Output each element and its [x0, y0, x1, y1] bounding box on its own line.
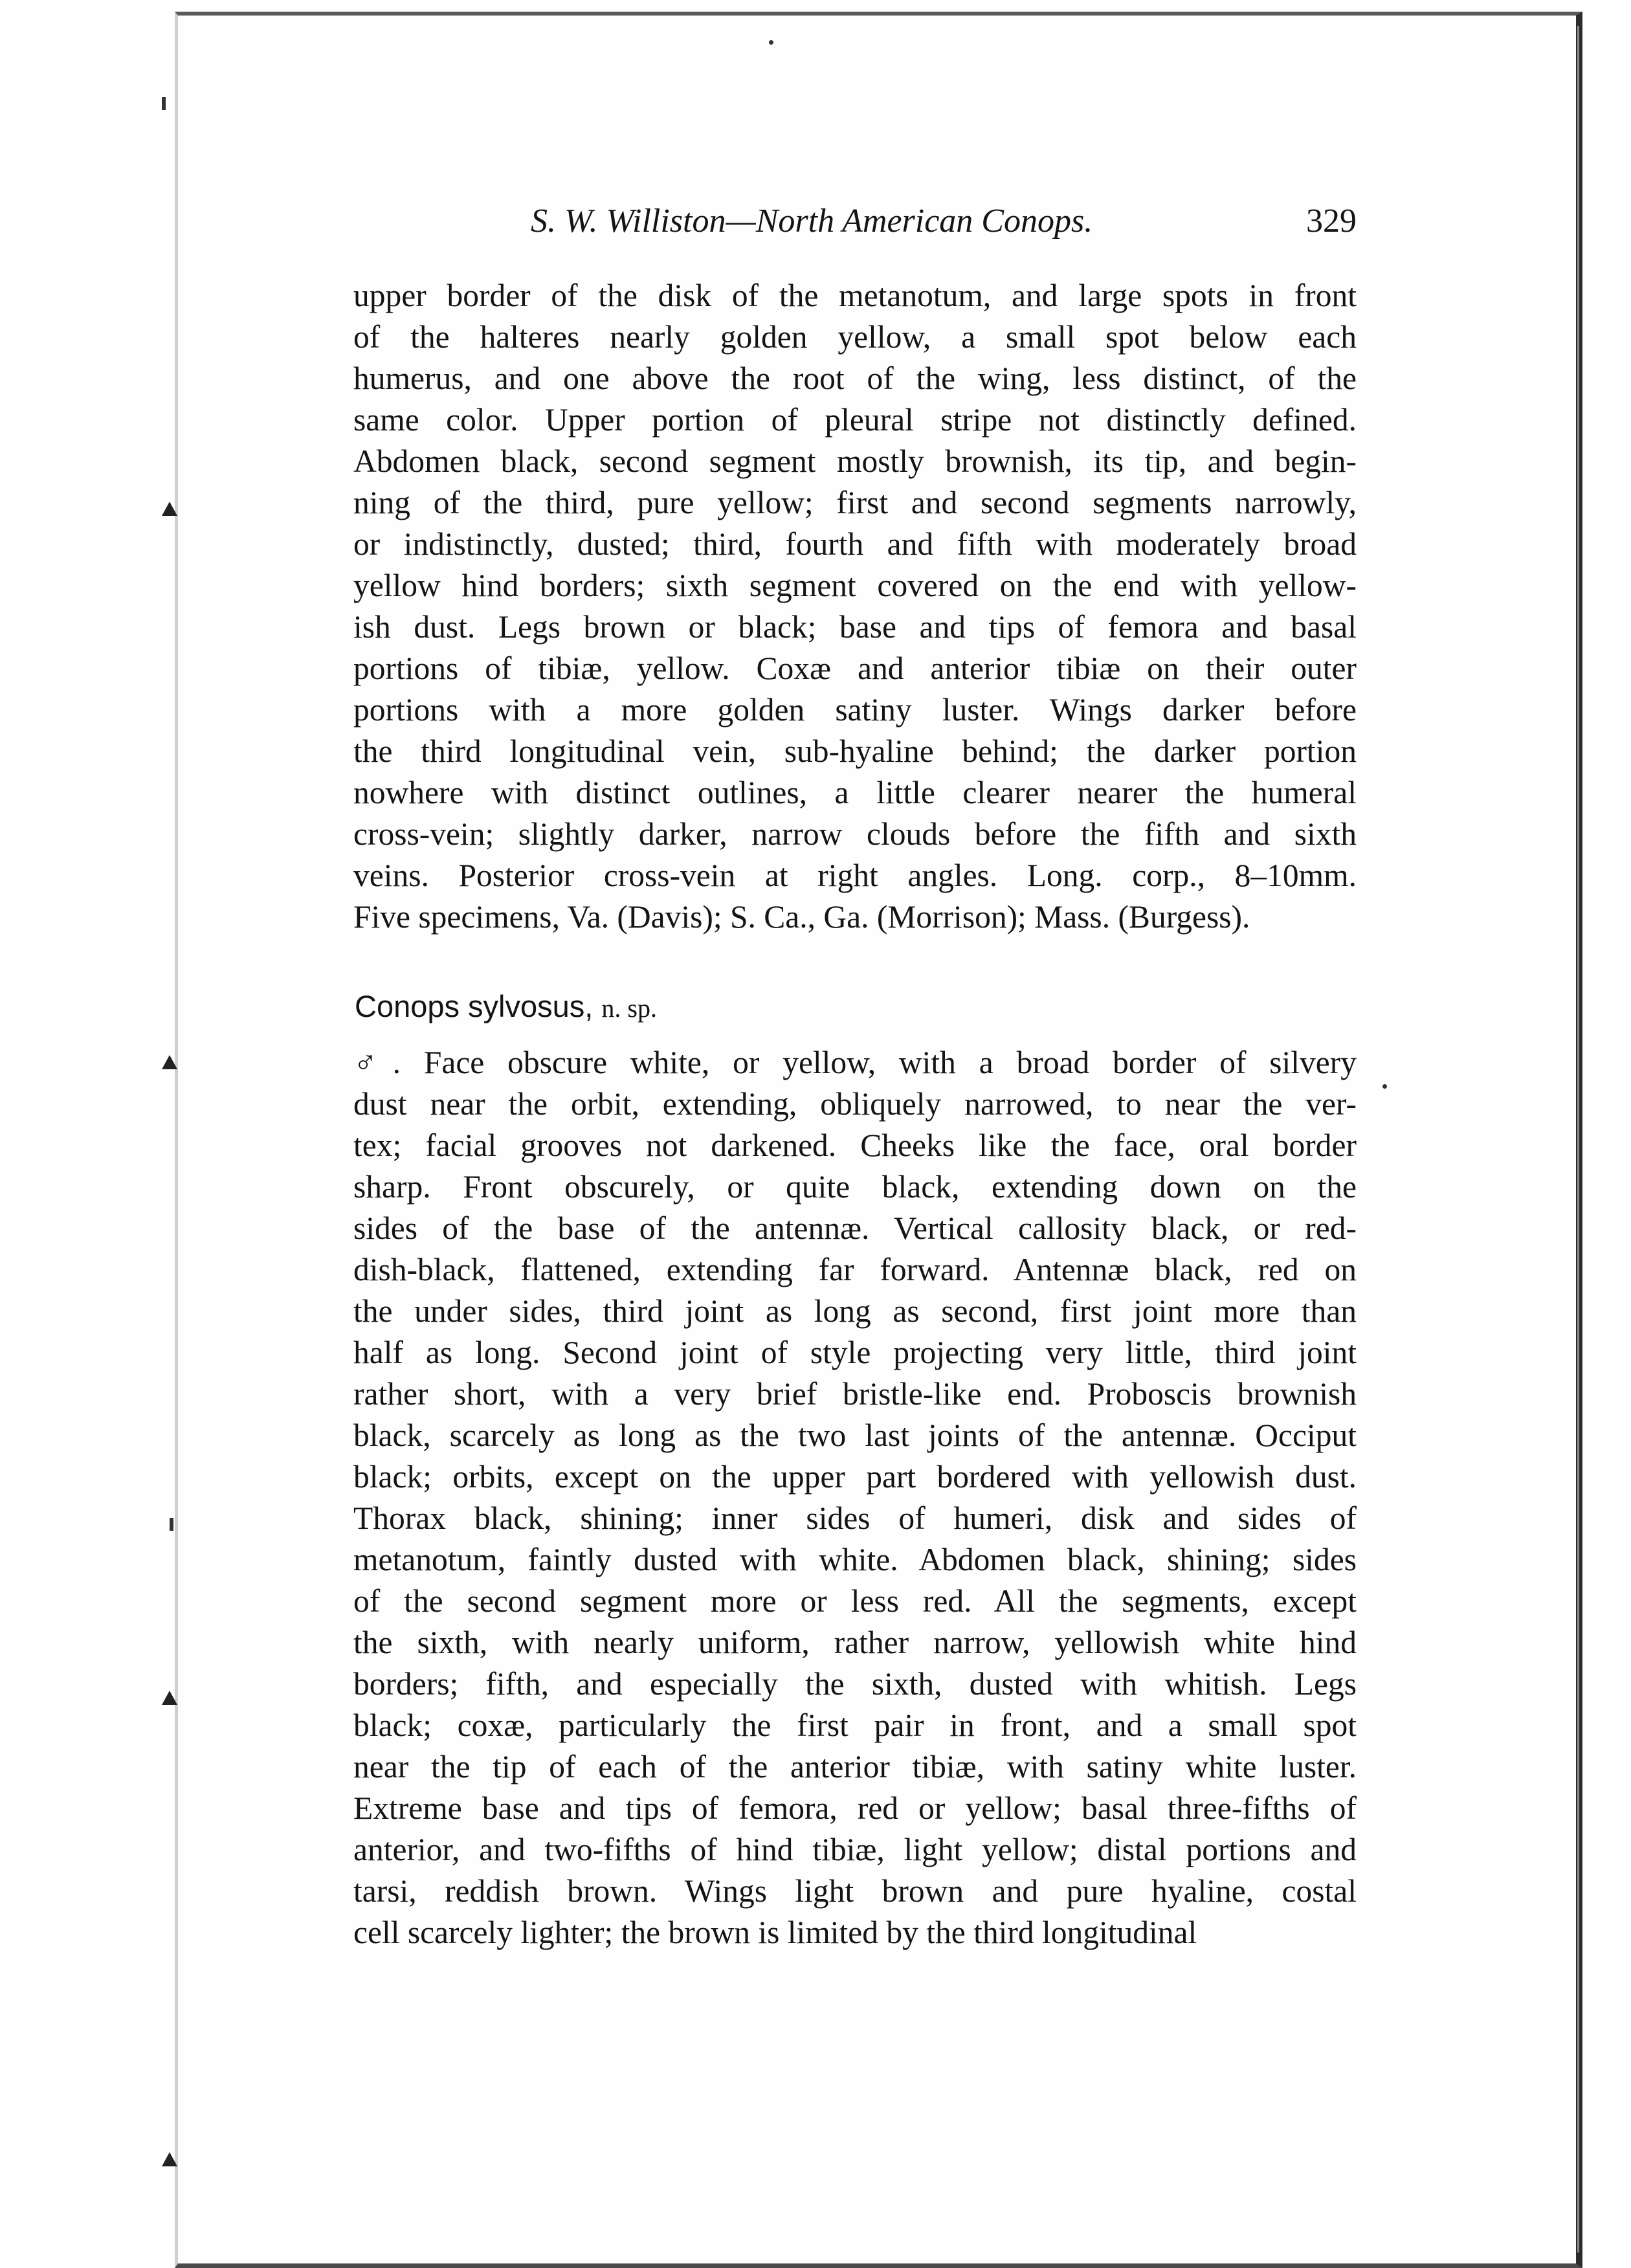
text-line: dish-black, flattened, extending far forward. Antennæ black, red on: [353, 1252, 1357, 1287]
text-line: metanotum, faintly dusted with white. Abdomen black, shining; sides: [353, 1542, 1357, 1577]
margin-dot: [1382, 1084, 1387, 1089]
margin-mark: [162, 2152, 177, 2166]
paragraph-continued: [353, 275, 1357, 938]
margin-mark: [162, 1691, 177, 1705]
new-species-designation: n. sp.: [601, 994, 657, 1023]
text-line: veins. Posterior cross-vein at right angles. Long. corp., 8–10mm.: [353, 858, 1357, 893]
running-header: [531, 195, 1357, 247]
text-line: ish dust. Legs brown or black; base and tips of femora and basal: [353, 609, 1357, 645]
running-title: S. W. Williston—North American Conops.: [531, 203, 1093, 239]
text-line: anterior, and two-fifths of hind tibiæ, light yellow; distal portions and: [353, 1832, 1357, 1867]
text-line: or indistinctly, dusted; third, fourth and fifth with moderately broad: [353, 526, 1357, 562]
text-line: Extreme base and tips of femora, red or yellow; basal three-fifths of: [353, 1790, 1357, 1826]
text-line: borders; fifth, and especially the sixth, dusted with whitish. Legs: [353, 1666, 1357, 1702]
text-line: yellow hind borders; sixth segment covered on the end with yellow-: [353, 568, 1357, 603]
species-heading: [355, 984, 657, 1029]
text-line: ♂. Face obscure white, or yellow, with a broad border of silvery: [353, 1045, 1357, 1080]
text-line: cross-vein; slightly darker, narrow clouds before the fifth and sixth: [353, 816, 1357, 852]
text-line: sharp. Front obscurely, or quite black, extending down on the: [353, 1169, 1357, 1205]
species-name: Conops sylvosus,: [355, 989, 594, 1023]
text-line: tex; facial grooves not darkened. Cheeks like the face, oral border: [353, 1128, 1357, 1163]
margin-mark: [162, 502, 177, 516]
text-line: the sixth, with nearly uniform, rather narrow, yellowish white hind: [353, 1625, 1357, 1660]
text-line: upper border of the disk of the metanotum, and large spots in front: [353, 278, 1357, 313]
text-line: of the second segment more or less red. All the segments, except: [353, 1583, 1357, 1619]
species-description: [353, 1042, 1357, 1953]
margin-mark: [162, 1055, 177, 1069]
text-line: black; orbits, except on the upper part bordered with yellowish dust.: [353, 1459, 1357, 1495]
text-line: of the halteres nearly golden yellow, a small spot below each: [353, 319, 1357, 355]
text-line: dust near the orbit, extending, obliquely narrowed, to near the ver-: [353, 1086, 1357, 1122]
text-line: near the tip of each of the anterior tibiæ, with satiny white luster.: [353, 1749, 1357, 1784]
page-number: 329: [1306, 203, 1357, 239]
page-edge: [1565, 26, 1579, 2252]
text-line: half as long. Second joint of style projecting very little, third joint: [353, 1335, 1357, 1370]
text-line: tarsi, reddish brown. Wings light brown and pure hyaline, costal: [353, 1873, 1357, 1909]
margin-mark: [162, 97, 166, 110]
text-line: the under sides, third joint as long as second, first joint more than: [353, 1293, 1357, 1329]
text-line: black, scarcely as long as the two last joints of the antennæ. Occiput: [353, 1418, 1357, 1453]
text-line: sides of the base of the antennæ. Vertical callosity black, or red-: [353, 1210, 1357, 1246]
text-line: Thorax black, shining; inner sides of humeri, disk and sides of: [353, 1500, 1357, 1536]
text-line: same color. Upper portion of pleural stripe not distinctly defined.: [353, 402, 1357, 438]
text-line: portions of tibiæ, yellow. Coxæ and anterior tibiæ on their outer: [353, 650, 1357, 686]
text-line: humerus, and one above the root of the wing, less distinct, of the: [353, 361, 1357, 396]
text-line: the third longitudinal vein, sub-hyaline behind; the darker portion: [353, 733, 1357, 769]
margin-dot: [769, 40, 773, 45]
text-line: ning of the third, pure yellow; first and second segments narrowly,: [353, 485, 1357, 520]
text-line: Abdomen black, second segment mostly brownish, its tip, and begin-: [353, 443, 1357, 479]
text-line: black; coxæ, particularly the first pair in front, and a small spot: [353, 1707, 1357, 1743]
text-line: portions with a more golden satiny luster. Wings darker before: [353, 692, 1357, 728]
margin-mark: [170, 1518, 173, 1531]
text-line: cell scarcely lighter; the brown is limited by the third longitudinal: [353, 1915, 1197, 1950]
text-line: nowhere with distinct outlines, a little clearer nearer the humeral: [353, 775, 1357, 810]
text-line: Five specimens, Va. (Davis); S. Ca., Ga. (Morrison); Mass. (Burgess).: [353, 899, 1250, 935]
text-line: rather short, with a very brief bristle-like end. Proboscis brownish: [353, 1376, 1357, 1412]
